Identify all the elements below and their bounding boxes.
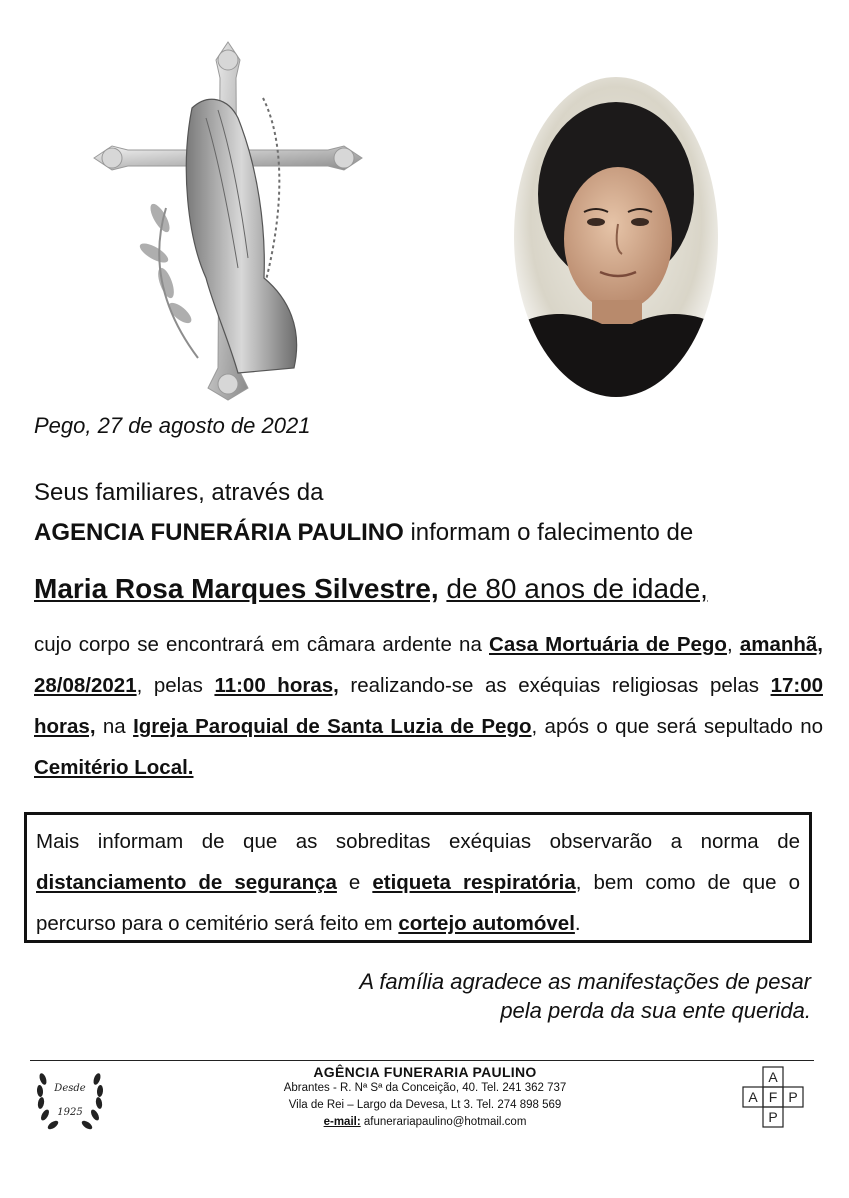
footer-address-1: Abrantes - R. Nª Sª da Conceição, 40. Tel. 241 362 737 [283,1082,567,1094]
body-text: realizando-se as exéquias religiosas pelas [338,674,771,697]
wake-location: Casa Mortuária de Pego [489,633,727,656]
afp-letter: P [768,1109,778,1125]
portrait-photo [512,74,720,400]
deceased-name: Maria Rosa Marques Silvestre, [34,573,439,604]
praying-hands-cross-icon [88,38,368,403]
body-text: , [726,633,740,656]
thanks-line: A família agradece as manifestações de pesar [359,969,811,994]
intro-agency-line [34,519,693,547]
afp-letter: P [788,1089,798,1105]
covid-notice-box [24,812,812,943]
notice-keyword: cortejo automóvel [398,912,575,935]
church-name: Igreja Paroquial de Santa Luzia de Pego [133,715,532,738]
afp-letter: A [768,1069,778,1085]
wreath-year-text: 1925 [57,1107,83,1118]
body-text: , após o que será sepultado no [531,715,823,738]
cemetery-name: Cemitério Local. [34,756,194,779]
afp-letter: A [748,1089,758,1105]
family-thanks [359,967,811,1025]
intro-line-rest: informam o falecimento de [403,519,694,546]
notice-text: . [574,912,581,935]
wreath-top-text: Desde [54,1083,86,1094]
wake-date: amanhã, 28/08/2021 [34,633,823,697]
wake-time: 11:00 horas, [214,674,339,697]
funeral-time: 17:00 horas, [34,674,823,738]
footer-divider [30,1060,814,1061]
body-text: cujo corpo se encontrará em câmara ardente na [34,633,490,656]
email-address[interactable]: afunerariapaulino@hotmail.com [360,1116,527,1128]
footer-contact [200,1064,650,1131]
notice-keyword: etiqueta respiratória [372,871,576,894]
body-text: , pelas [136,674,215,697]
afp-cross-logo-icon [742,1066,804,1128]
deceased-age: de 80 anos de idade, [446,573,708,604]
footer-email [200,1114,650,1131]
laurel-wreath-logo-icon [33,1065,107,1135]
announcement-body [34,624,823,788]
agency-name: AGENCIA FUNERÁRIA PAULINO [34,519,404,546]
intro-line: Seus familiares, através da [34,479,324,506]
notice-text: Mais informam de que as sobreditas exéquias observarão a norma de [36,830,800,853]
notice-keyword: distanciamento de segurança [36,871,337,894]
thanks-line: pela perda da sua ente querida. [500,998,811,1023]
footer-address-2: Vila de Rei – Largo da Devesa, Lt 3. Tel. 274 898 569 [288,1099,562,1111]
notice-text: e [336,871,373,894]
body-text: na [95,715,134,738]
email-label: e-mail: [323,1116,361,1128]
footer-agency-name: AGÊNCIA FUNERARIA PAULINO [313,1064,537,1080]
afp-letter: F [768,1089,778,1105]
deceased-line [34,573,708,605]
notice-text: , bem como de que o percurso para o cemitério será feito em [36,871,800,935]
place-date: Pego, 27 de agosto de 2021 [34,413,311,438]
